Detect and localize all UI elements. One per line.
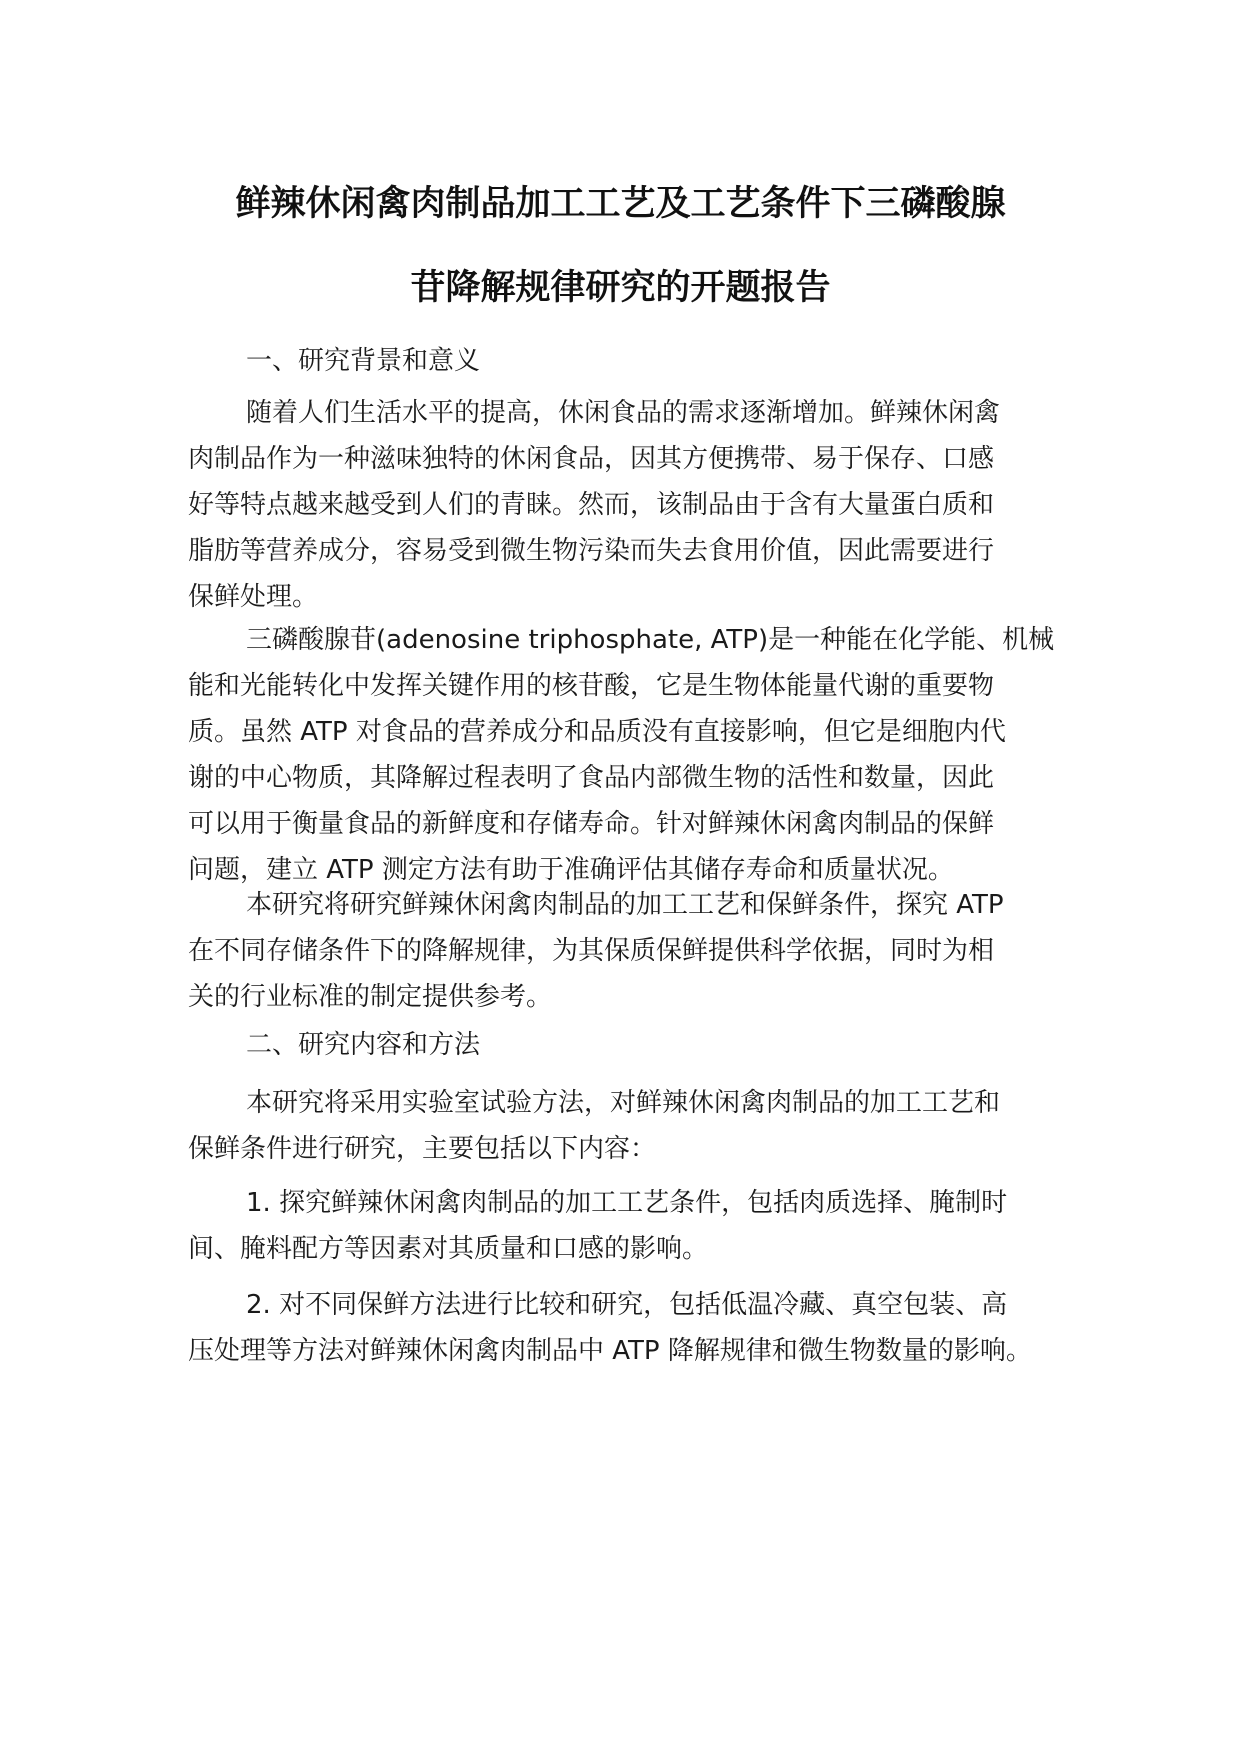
- paragraph-line: 2. 对不同保鲜方法进行比较和研究，包括低温冷藏、真空包装、高: [246, 1290, 1008, 1320]
- paragraph-line: 间、腌料配方等因素对其质量和口感的影响。: [188, 1234, 709, 1264]
- paragraph-line: 谢的中心物质，其降解过程表明了食品内部微生物的活性和数量，因此: [188, 763, 995, 793]
- paragraph-line: 脂肪等营养成分，容易受到微生物污染而失去食用价值，因此需要进行: [188, 536, 995, 566]
- paragraph-line: 可以用于衡量食品的新鲜度和存储寿命。针对鲜辣休闲禽肉制品的保鲜: [188, 809, 995, 839]
- list-item-1: [188, 1180, 1060, 1272]
- paragraph-line: 1. 探究鲜辣休闲禽肉制品的加工工艺条件，包括肉质选择、腌制时: [246, 1188, 1008, 1218]
- paragraph-line: 本研究将研究鲜辣休闲禽肉制品的加工工艺和保鲜条件，探究 ATP: [246, 890, 1004, 920]
- section-heading-methods: 二、研究内容和方法: [246, 1030, 481, 1060]
- document-title-line-1: 鲜辣休闲禽肉制品加工工艺及工艺条件下三磷酸腺: [235, 184, 1006, 224]
- paragraph-line: 关的行业标准的制定提供参考。: [188, 982, 553, 1012]
- paragraph-line: 压处理等方法对鲜辣休闲禽肉制品中 ATP 降解规律和微生物数量的影响。: [188, 1336, 1032, 1366]
- paragraph-line: 在不同存储条件下的降解规律，为其保质保鲜提供科学依据，同时为相: [188, 936, 995, 966]
- paragraph-line: 质。虽然 ATP 对食品的营养成分和品质没有直接影响，但它是细胞内代: [188, 717, 1006, 747]
- paragraph-line: 保鲜条件进行研究，主要包括以下内容：: [188, 1134, 657, 1164]
- paragraph-line: 保鲜处理。: [188, 582, 319, 612]
- section-heading-background: 一、研究背景和意义: [246, 346, 481, 376]
- paragraph-line: 能和光能转化中发挥关键作用的核苷酸，它是生物体能量代谢的重要物: [188, 671, 995, 701]
- list-item-2: [188, 1282, 1060, 1374]
- paragraph-line: 肉制品作为一种滋味独特的休闲食品，因其方便携带、易于保存、口感: [188, 444, 995, 474]
- paragraph-background-1: [188, 390, 1060, 620]
- paragraph-line: 好等特点越来越受到人们的青睐。然而，该制品由于含有大量蛋白质和: [188, 490, 995, 520]
- paragraph-line: 三磷酸腺苷(adenosine triphosphate, ATP)是一种能在化学能、机械: [246, 625, 1055, 655]
- paragraph-line: 随着人们生活水平的提高，休闲食品的需求逐渐增加。鲜辣休闲禽: [246, 398, 1001, 428]
- paragraph-line: 本研究将采用实验室试验方法，对鲜辣休闲禽肉制品的加工工艺和: [246, 1088, 1001, 1118]
- paragraph-atp-intro: [188, 617, 1060, 893]
- paragraph-study-aim: [188, 882, 1060, 1020]
- paragraph-methods-intro: [188, 1080, 1060, 1172]
- paragraph-line: 问题，建立 ATP 测定方法有助于准确评估其储存寿命和质量状况。: [188, 855, 954, 885]
- document-title-line-2: 苷降解规律研究的开题报告: [410, 268, 831, 308]
